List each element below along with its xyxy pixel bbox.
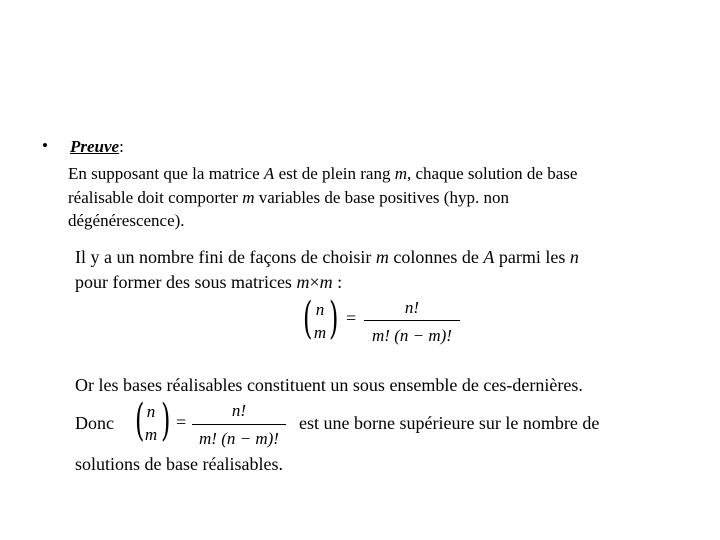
left-paren: ( [303,293,313,344]
denominator: m! (n − m)! [199,429,279,448]
left-paren: ( [135,395,145,446]
paragraph-line-2 [68,187,509,209]
text: Il y a un nombre fini de façons de choisir [75,247,376,267]
donc-word: Donc [75,413,114,433]
bound-text: est une borne supérieure sur le nombre de [299,413,600,433]
paragraph-line-3: dégénérescence). [68,211,185,230]
var-m: m [394,164,407,183]
title-colon: : [119,137,124,156]
var-A: A [263,164,275,183]
fraction-bar [364,320,460,321]
count-line-1 [75,245,579,269]
paragraph-line-1 [68,163,577,185]
title-word: Preuve [70,137,120,156]
denominator: m! (n − m)! [372,326,452,345]
binom-bottom: m [313,323,327,342]
fraction-bar [192,424,286,425]
text: parmi les [494,247,570,267]
binom-top: n [146,402,156,421]
bases-line: Or les bases réalisables constituent un sous ensemble de ces-dernières. [75,375,583,395]
var-n: n [569,247,579,267]
var-A: A [483,247,495,267]
var-m: m [375,247,389,267]
equals-sign: = [346,308,357,328]
var-m: m [242,188,255,207]
text: pour former des sous matrices [75,272,297,292]
equals-sign: = [176,412,187,432]
section-title [70,136,124,158]
right-paren: ) [161,395,171,446]
text: variables de base positives (hyp. non [254,188,509,207]
times-sign: × [309,272,320,292]
text: , chaque solution de base [406,164,578,183]
right-paren: ) [329,293,339,344]
count-line-2 [75,270,342,294]
text: colonnes de [388,247,484,267]
numerator: n! [404,298,420,317]
var-m: m [319,272,333,292]
text: réalisable doit comporter [68,188,243,207]
last-line: solutions de base réalisables. [75,454,283,474]
binom-top: n [315,300,325,319]
bullet: • [42,136,48,155]
binom-bottom: m [144,425,158,444]
text: : [332,272,343,292]
numerator: n! [231,401,247,420]
var-m: m [296,272,310,292]
text: est de plein rang [274,164,395,183]
text: En supposant que la matrice [68,164,264,183]
